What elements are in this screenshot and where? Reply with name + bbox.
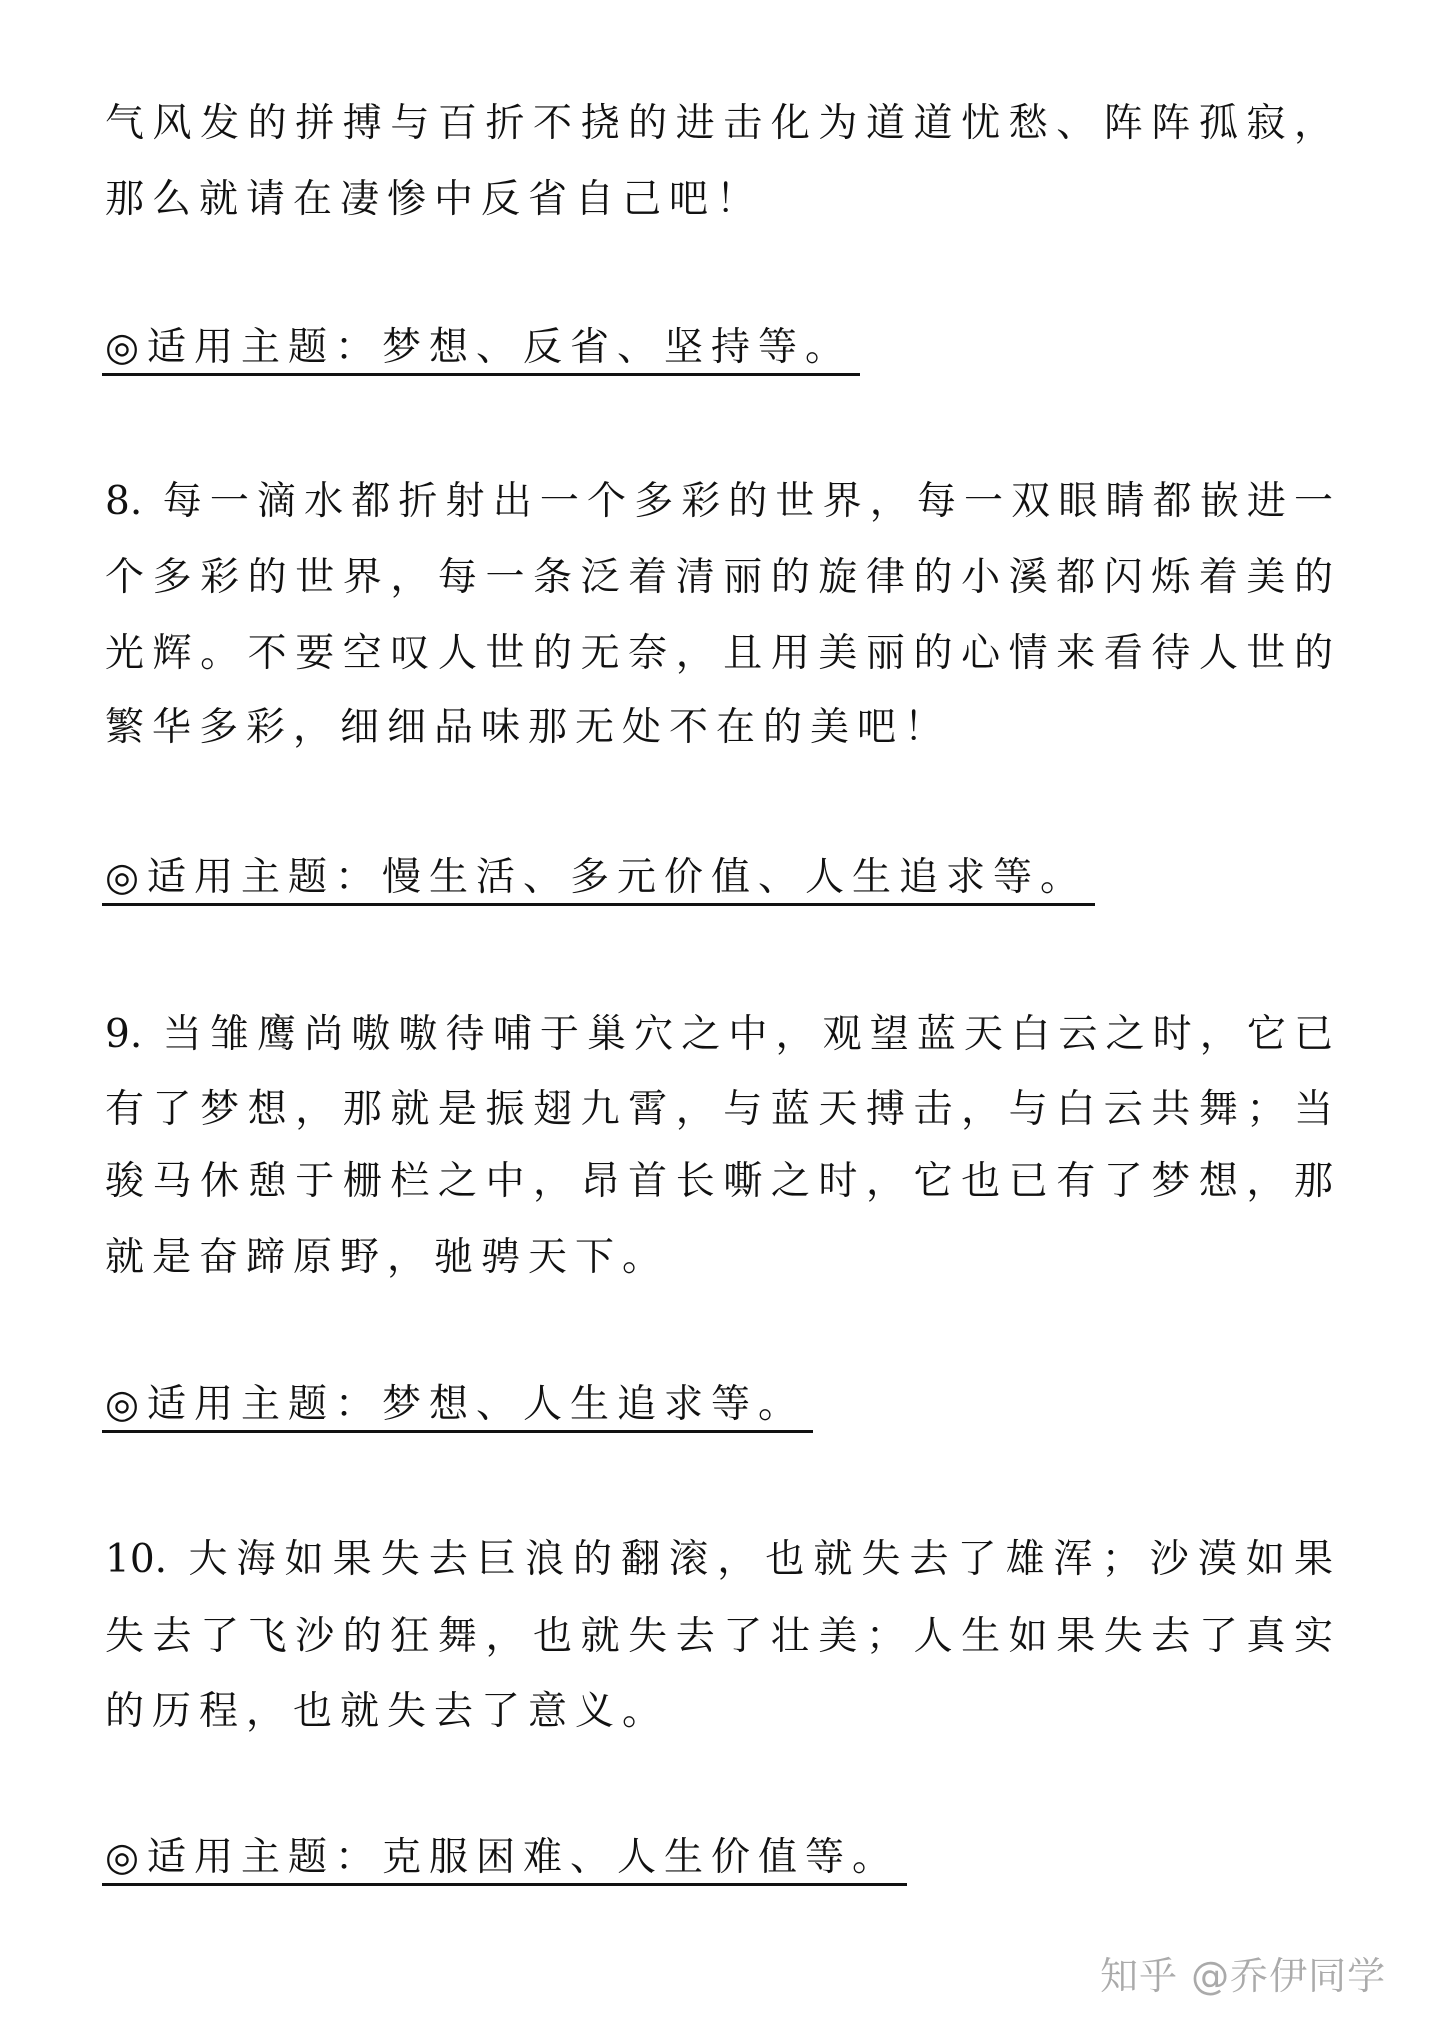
theme-label: ◎适用主题：慢生活、多元价值、人生追求等。 — [102, 855, 1095, 906]
paragraph-line: 气风发的拼搏与百折不挠的进击化为道道忧愁、阵阵孤寂， — [105, 101, 1333, 146]
theme-label: ◎适用主题：克服困难、人生价值等。 — [102, 1835, 907, 1886]
item-8-line: 繁华多彩，细细品味那无处不在的美吧！ — [105, 705, 952, 750]
item-10-line: 的历程，也就失去了意义。 — [105, 1689, 670, 1734]
item-8-line: 光辉。不要空叹人世的无奈，且用美丽的心情来看待人世的 — [105, 631, 1333, 676]
theme-label: ◎适用主题：梦想、反省、坚持等。 — [102, 325, 860, 376]
item-10-line: 10. 大海如果失去巨浪的翻滚，也就失去了雄浑；沙漠如果 — [105, 1537, 1333, 1582]
watermark: 知乎 @乔伊同学 — [1100, 1954, 1387, 1998]
item-9-line: 就是奋蹄原野，驰骋天下。 — [105, 1235, 670, 1280]
item-9-line: 有了梦想，那就是振翅九霄，与蓝天搏击，与白云共舞；当 — [105, 1087, 1333, 1132]
item-9-line: 9. 当雏鹰尚嗷嗷待哺于巢穴之中，观望蓝天白云之时，它已 — [105, 1012, 1333, 1057]
paragraph-line: 那么就请在凄惨中反省自己吧！ — [105, 177, 764, 222]
item-8-line: 个多彩的世界，每一条泛着清丽的旋律的小溪都闪烁着美的 — [105, 555, 1333, 600]
item-10-line: 失去了飞沙的狂舞，也就失去了壮美；人生如果失去了真实 — [105, 1614, 1333, 1659]
theme-label: ◎适用主题：梦想、人生追求等。 — [102, 1382, 813, 1433]
item-8-line: 8. 每一滴水都折射出一个多彩的世界，每一双眼睛都嵌进一 — [105, 479, 1333, 524]
item-9-line: 骏马休憩于栅栏之中，昂首长嘶之时，它也已有了梦想，那 — [105, 1159, 1333, 1204]
